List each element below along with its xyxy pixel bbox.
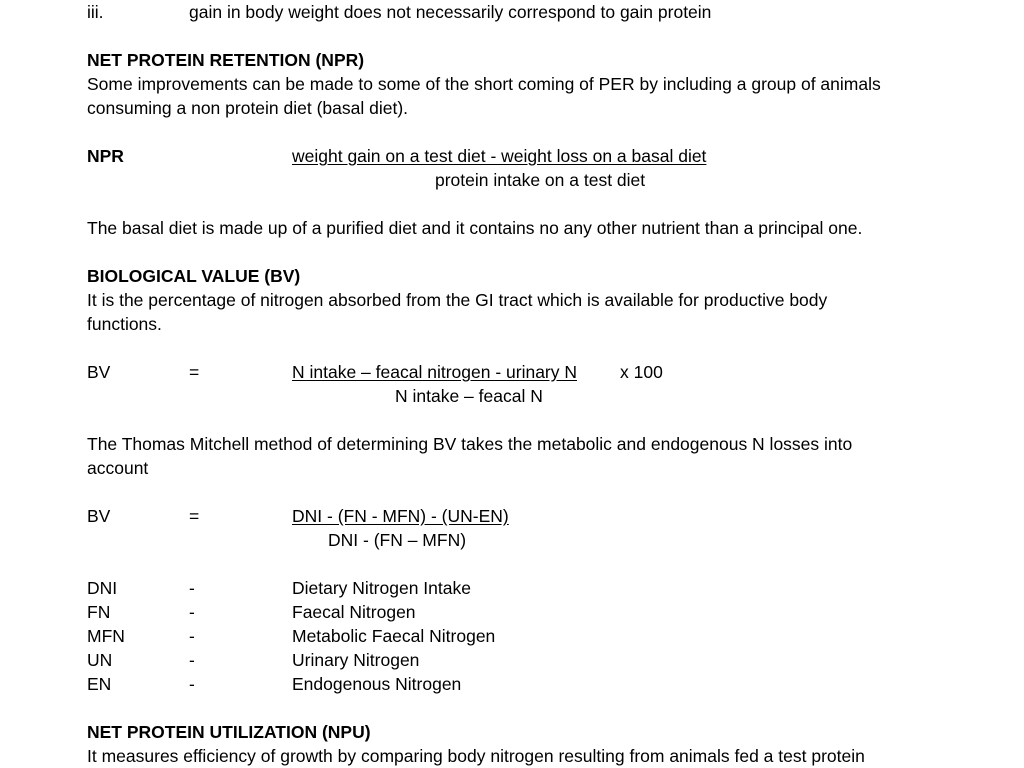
mitchell-paragraph-line2: account [87,458,149,478]
bv-formula1-label: BV [87,362,111,382]
basal-diet-note: The basal diet is made up of a purified diet and it contains no any other nutrient than a principal one. [87,218,863,238]
list-marker-iii: iii. [87,2,104,22]
abbr-meaning: Metabolic Faecal Nitrogen [292,626,496,646]
abbr-dash: - [189,650,195,670]
abbr-dash: - [189,602,195,622]
npr-heading: NET PROTEIN RETENTION (NPR) [87,50,365,70]
bv-formula1-multiplier: x 100 [620,362,663,382]
bv-heading: BIOLOGICAL VALUE (BV) [87,266,301,286]
npu-paragraph-line1: It measures efficiency of growth by comparing body nitrogen resulting from animals fed a test protein [87,746,865,766]
abbr-dash: - [189,578,195,598]
abbr-term: EN [87,674,112,694]
bv-formula2-equals: = [189,506,200,526]
bv-formula2-label: BV [87,506,111,526]
npr-paragraph-line2: consuming a non protein diet (basal diet). [87,98,409,118]
abbr-dash: - [189,674,195,694]
mitchell-paragraph-line1: The Thomas Mitchell method of determining BV takes the metabolic and endogenous N losses into [87,434,853,454]
abbr-term: MFN [87,626,125,646]
npr-formula-denominator: protein intake on a test diet [435,170,646,190]
bv-formula1-equals: = [189,362,200,382]
bv-formula1-denominator: N intake – feacal N [395,386,543,406]
npr-formula-label: NPR [87,146,124,166]
bv-formula1-numerator: N intake – feacal nitrogen - urinary N [292,362,577,382]
bv-formula2-numerator: DNI - (FN - MFN) - (UN-EN) [292,506,509,526]
abbr-meaning: Faecal Nitrogen [292,602,416,622]
abbr-term: DNI [87,578,118,598]
bv-formula2-denominator: DNI - (FN – MFN) [328,530,467,550]
abbr-meaning: Endogenous Nitrogen [292,674,462,694]
abbr-term: UN [87,650,113,670]
list-item-iii-text: gain in body weight does not necessarily correspond to gain protein [189,2,712,22]
npr-formula-numerator: weight gain on a test diet - weight loss on a basal diet [292,146,707,166]
bv-paragraph-line2: functions. [87,314,162,334]
abbr-meaning: Dietary Nitrogen Intake [292,578,471,598]
npr-paragraph-line1: Some improvements can be made to some of the short coming of PER by including a group of animals [87,74,881,94]
bv-paragraph-line1: It is the percentage of nitrogen absorbed from the GI tract which is available for productive body [87,290,828,310]
abbr-term: FN [87,602,111,622]
abbr-meaning: Urinary Nitrogen [292,650,420,670]
abbr-dash: - [189,626,195,646]
npu-heading: NET PROTEIN UTILIZATION (NPU) [87,722,371,742]
